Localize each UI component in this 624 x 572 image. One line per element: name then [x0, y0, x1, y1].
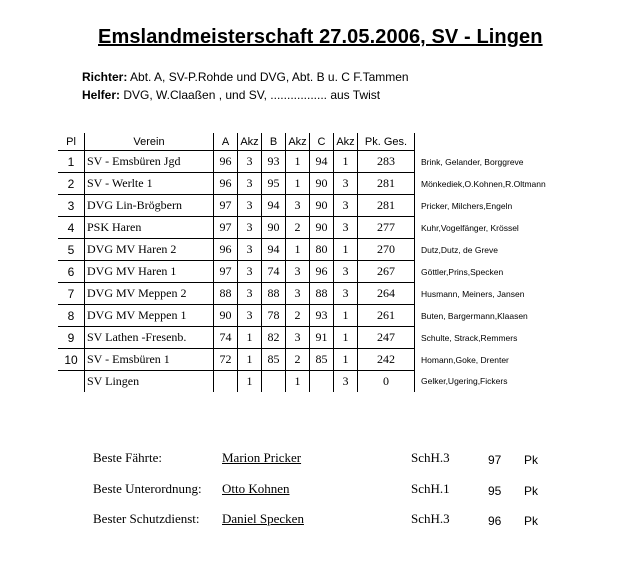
score-c-cell: 90 — [310, 173, 334, 195]
akz-b-cell: 1 — [286, 173, 310, 195]
score-b-cell: 85 — [262, 349, 286, 371]
score-a-cell — [214, 371, 238, 393]
helfer-label: Helfer: — [82, 88, 121, 102]
score-a-cell: 90 — [214, 305, 238, 327]
akz-a-cell: 1 — [238, 349, 262, 371]
score-c-cell: 90 — [310, 195, 334, 217]
total-points-cell: 267 — [358, 261, 415, 283]
header-cell: Akz — [334, 133, 358, 151]
score-b-cell: 88 — [262, 283, 286, 305]
score-b-cell: 95 — [262, 173, 286, 195]
score-c-cell: 88 — [310, 283, 334, 305]
team-members: Brink, Gelander, Borggreve — [421, 156, 524, 167]
score-a-cell: 96 — [214, 173, 238, 195]
score-b-cell: 90 — [262, 217, 286, 239]
team-members: Gelker,Ugering,Fickers — [421, 376, 508, 387]
table-header-row — [58, 133, 548, 151]
results-table — [58, 133, 548, 392]
header-cell: Akz — [238, 133, 262, 151]
club-cell: SV - Emsbüren Jgd — [85, 151, 214, 173]
total-points-cell: 247 — [358, 327, 415, 349]
score-a-cell: 97 — [214, 261, 238, 283]
akz-b-cell: 3 — [286, 283, 310, 305]
team-members: Husmann, Meiners, Jansen — [421, 288, 525, 299]
score-b-cell: 94 — [262, 195, 286, 217]
table-row — [58, 327, 548, 349]
score-c-cell — [310, 371, 334, 393]
akz-b-cell: 1 — [286, 151, 310, 173]
table-row — [58, 305, 548, 327]
score-c-cell: 80 — [310, 239, 334, 261]
score-b-cell: 74 — [262, 261, 286, 283]
score-b-cell — [262, 371, 286, 393]
best-unit: Pk — [524, 514, 539, 528]
helfer-text: DVG, W.Claaßen , und SV, ................. aus Twist — [120, 88, 381, 102]
team-members: Homann,Goke, Drenter — [421, 354, 509, 365]
best-points: 96 — [488, 514, 502, 528]
club-cell: PSK Haren — [85, 217, 214, 239]
score-a-cell: 72 — [214, 349, 238, 371]
team-members: Mönkediek,O.Kohnen,R.Oltmann — [421, 178, 546, 189]
table-row — [58, 217, 548, 239]
akz-a-cell: 3 — [238, 305, 262, 327]
akz-c-cell: 3 — [334, 283, 358, 305]
club-cell: DVG MV Meppen 2 — [85, 283, 214, 305]
club-cell: SV Lingen — [85, 371, 214, 393]
akz-b-cell: 3 — [286, 195, 310, 217]
best-unit: Pk — [524, 453, 539, 467]
score-c-cell: 94 — [310, 151, 334, 173]
score-b-cell: 94 — [262, 239, 286, 261]
akz-c-cell: 3 — [334, 261, 358, 283]
place-cell: 3 — [58, 195, 85, 217]
akz-c-cell: 1 — [334, 349, 358, 371]
table-row — [58, 371, 548, 393]
akz-b-cell: 2 — [286, 217, 310, 239]
score-a-cell: 97 — [214, 217, 238, 239]
akz-a-cell: 3 — [238, 261, 262, 283]
club-cell: SV - Werlte 1 — [85, 173, 214, 195]
team-members: Kuhr,Vogelfänger, Krössel — [421, 222, 519, 233]
place-cell: 10 — [58, 349, 85, 371]
table-row — [58, 239, 548, 261]
total-points-cell: 277 — [358, 217, 415, 239]
header-cell: Akz — [286, 133, 310, 151]
best-unit: Pk — [524, 484, 539, 498]
best-name: Marion Pricker — [222, 450, 302, 465]
team-members: Göttler,Prins,Specken — [421, 266, 504, 277]
header-cell: A — [214, 133, 238, 151]
akz-c-cell: 1 — [334, 151, 358, 173]
akz-a-cell: 1 — [238, 371, 262, 393]
table-row — [58, 173, 548, 195]
score-a-cell: 88 — [214, 283, 238, 305]
best-points: 97 — [488, 453, 502, 467]
best-level: SchH.3 — [411, 511, 450, 526]
akz-b-cell: 2 — [286, 349, 310, 371]
table-row — [58, 195, 548, 217]
header-cell: Verein — [85, 133, 214, 151]
score-c-cell: 85 — [310, 349, 334, 371]
helfer-line — [82, 88, 380, 102]
akz-b-cell: 1 — [286, 371, 310, 393]
place-cell: 9 — [58, 327, 85, 349]
akz-a-cell: 3 — [238, 151, 262, 173]
header-cell: B — [262, 133, 286, 151]
score-a-cell: 97 — [214, 195, 238, 217]
score-b-cell: 78 — [262, 305, 286, 327]
club-cell: DVG MV Haren 1 — [85, 261, 214, 283]
place-cell: 1 — [58, 151, 85, 173]
akz-b-cell: 3 — [286, 261, 310, 283]
total-points-cell: 264 — [358, 283, 415, 305]
best-label: Beste Unterordnung: — [93, 481, 202, 496]
table-row — [58, 283, 548, 305]
place-cell: 2 — [58, 173, 85, 195]
total-points-cell: 270 — [358, 239, 415, 261]
header-cell: C — [310, 133, 334, 151]
score-b-cell: 82 — [262, 327, 286, 349]
place-cell — [58, 371, 85, 393]
akz-b-cell: 1 — [286, 239, 310, 261]
akz-c-cell: 3 — [334, 173, 358, 195]
best-label: Bester Schutzdienst: — [93, 511, 200, 526]
akz-c-cell: 1 — [334, 327, 358, 349]
team-members: Pricker, Milchers,Engeln — [421, 200, 513, 211]
best-level: SchH.1 — [411, 481, 450, 496]
table-row — [58, 261, 548, 283]
team-members: Schulte, Strack,Remmers — [421, 332, 518, 343]
club-cell: SV - Emsbüren 1 — [85, 349, 214, 371]
total-points-cell: 0 — [358, 371, 415, 393]
table-row — [58, 151, 548, 173]
akz-a-cell: 3 — [238, 239, 262, 261]
score-c-cell: 96 — [310, 261, 334, 283]
score-a-cell: 74 — [214, 327, 238, 349]
total-points-cell: 283 — [358, 151, 415, 173]
akz-a-cell: 1 — [238, 327, 262, 349]
total-points-cell: 281 — [358, 195, 415, 217]
akz-c-cell: 3 — [334, 217, 358, 239]
akz-a-cell: 3 — [238, 217, 262, 239]
richter-text: Abt. A, SV-P.Rohde und DVG, Abt. B u. C F.Tammen — [127, 70, 409, 84]
score-a-cell: 96 — [214, 239, 238, 261]
score-a-cell: 96 — [214, 151, 238, 173]
team-members: Dutz,Dutz, de Greve — [421, 244, 499, 255]
place-cell: 5 — [58, 239, 85, 261]
akz-c-cell: 1 — [334, 239, 358, 261]
akz-b-cell: 3 — [286, 327, 310, 349]
total-points-cell: 242 — [358, 349, 415, 371]
club-cell: SV Lathen -Fresenb. — [85, 327, 214, 349]
place-cell: 7 — [58, 283, 85, 305]
akz-c-cell: 3 — [334, 371, 358, 393]
header-cell: Pk. Ges. — [358, 133, 415, 151]
club-cell: DVG Lin-Brögbern — [85, 195, 214, 217]
team-members: Buten, Bargermann,Klaasen — [421, 310, 528, 321]
akz-c-cell: 1 — [334, 305, 358, 327]
akz-b-cell: 2 — [286, 305, 310, 327]
akz-a-cell: 3 — [238, 283, 262, 305]
table-row — [58, 349, 548, 371]
best-points: 95 — [488, 484, 502, 498]
akz-c-cell: 3 — [334, 195, 358, 217]
best-label: Beste Fährte: — [93, 450, 162, 465]
total-points-cell: 261 — [358, 305, 415, 327]
akz-a-cell: 3 — [238, 195, 262, 217]
akz-a-cell: 3 — [238, 173, 262, 195]
score-c-cell: 90 — [310, 217, 334, 239]
score-c-cell: 93 — [310, 305, 334, 327]
richter-line — [82, 70, 409, 84]
best-name: Otto Kohnen — [222, 481, 290, 496]
club-cell: DVG MV Haren 2 — [85, 239, 214, 261]
score-b-cell: 93 — [262, 151, 286, 173]
place-cell: 8 — [58, 305, 85, 327]
club-cell: DVG MV Meppen 1 — [85, 305, 214, 327]
header-cell: Pl — [58, 133, 85, 151]
best-level: SchH.3 — [411, 450, 450, 465]
place-cell: 4 — [58, 217, 85, 239]
richter-label: Richter: — [82, 70, 128, 84]
score-c-cell: 91 — [310, 327, 334, 349]
page-title: Emslandmeisterschaft 27.05.2006, SV - Lingen — [98, 26, 543, 48]
total-points-cell: 281 — [358, 173, 415, 195]
best-name: Daniel Specken — [222, 511, 304, 526]
place-cell: 6 — [58, 261, 85, 283]
